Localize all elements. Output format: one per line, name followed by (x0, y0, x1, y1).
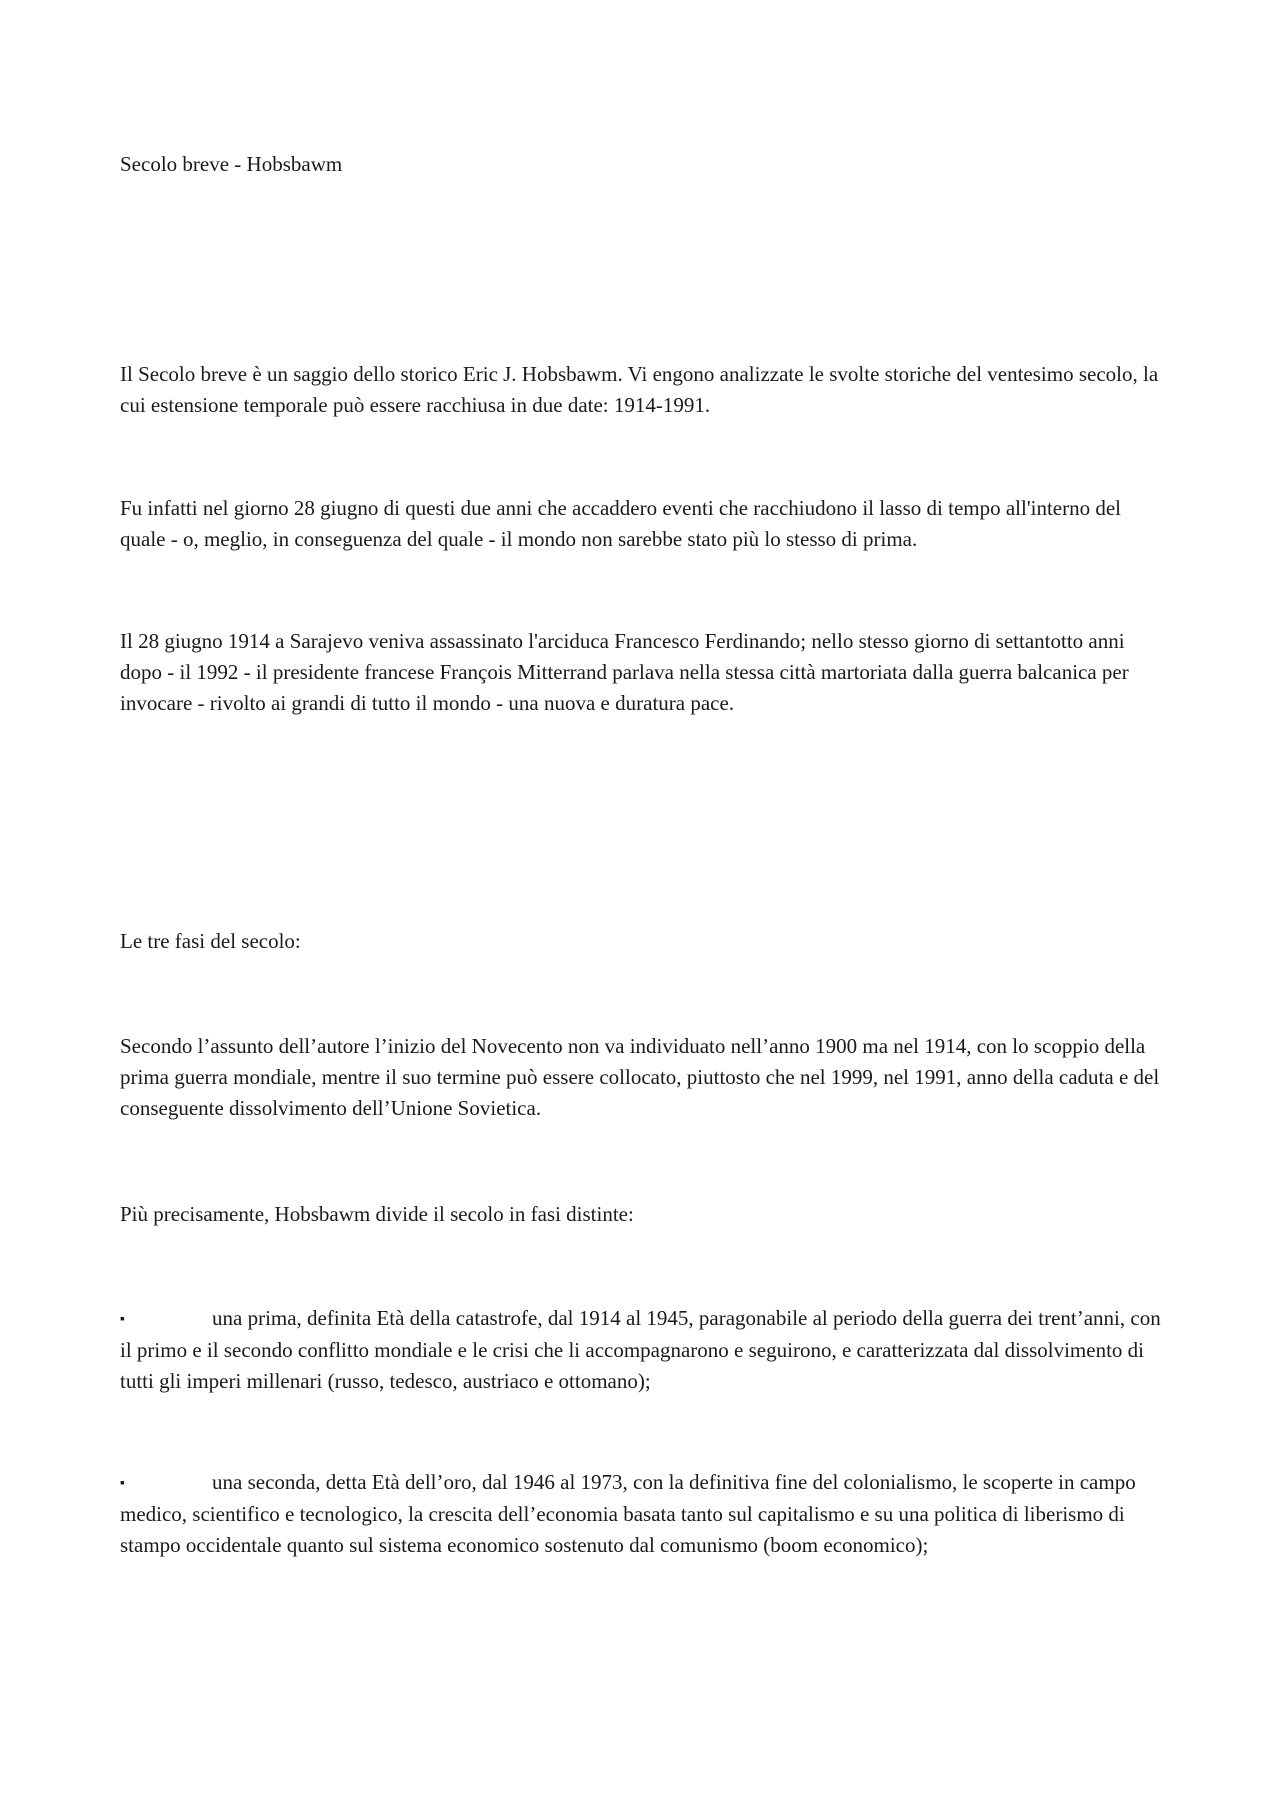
list-item-text: una prima, definita Età della catastrofe, dal 1914 al 1945, paragonabile al periodo della guerra dei trent’anni, con il primo e il secondo conflitto mondiale e le crisi che li accompagnarono e seguirono, e caratterizzata dal dissolvimento di tutti gli imperi millenari (russo, tedesco, austriaco e ottomano); (120, 1306, 1161, 1393)
paragraph-fasi: Più precisamente, Hobsbawm divide il secolo in fasi distinte: (120, 1202, 634, 1226)
list-item-text: una seconda, detta Età dell’oro, dal 1946 al 1973, con la definitiva fine del colonialismo, le scoperte in campo medico, scientifico e tecnologico, la crescita dell’economia basata tanto sul capitalismo e su una politica di liberismo di stampo occidentale quanto sul sistema economico sostenuto dal comunismo (boom economico); (120, 1470, 1136, 1557)
list-item (120, 1467, 1170, 1561)
list-item (120, 1303, 1170, 1397)
bullet-icon: ▪ (120, 1312, 125, 1327)
paragraph-assunto: Secondo l’assunto dell’autore l’inizio del Novecento non va individuato nell’anno 1900 ma nel 1914, con lo scoppio della prima guerra mondiale, mentre il suo termine può essere collocato, piuttosto che nel 1999, nel 1991, anno della caduta e del conseguente dissolvimento dell’Unione Sovietica. (120, 1034, 1160, 1120)
paragraph-sarajevo: Il 28 giugno 1914 a Sarajevo veniva assassinato l'arciduca Francesco Ferdinando; nello stesso giorno di settantotto anni dopo - il 1992 - il presidente francese François Mitterrand parlava nella stessa città martoriata dalla guerra balcanica per invocare - rivolto ai grandi di tutto il mondo - una nuova e duratura pace. (120, 629, 1129, 715)
section-heading: Le tre fasi del secolo: (120, 929, 301, 953)
document-title: Secolo breve - Hobsbawm (120, 152, 343, 176)
bullet-icon: ▪ (120, 1476, 125, 1491)
paragraph-intro: Il Secolo breve è un saggio dello storico Eric J. Hobsbawm. Vi engono analizzate le svolte storiche del ventesimo secolo, la cui estensione temporale può essere racchiusa in due date: 1914-1991. (120, 362, 1159, 417)
paragraph-dates: Fu infatti nel giorno 28 giugno di questi due anni che accaddero eventi che racchiudono il lasso di tempo all'interno del quale - o, meglio, in conseguenza del quale - il mondo non sarebbe stato più lo stesso di prima. (120, 496, 1122, 551)
